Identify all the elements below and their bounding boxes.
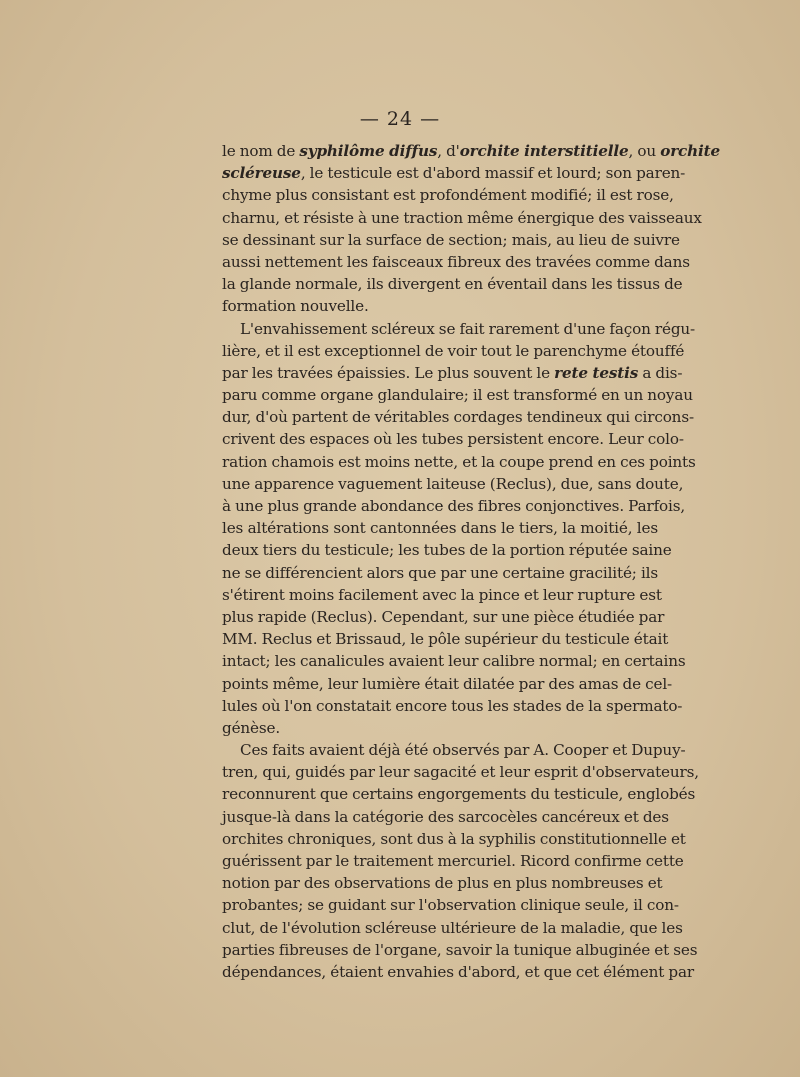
text-line	[222, 428, 684, 450]
text-line	[222, 162, 686, 184]
text-line	[222, 473, 684, 495]
text-line	[222, 584, 662, 606]
text-segment: formation nouvelle.	[222, 297, 369, 316]
text-segment: jusque-là dans la catégorie des sarcocèles cancéreux et des	[222, 807, 669, 826]
text-line	[222, 495, 686, 517]
text-line	[222, 628, 669, 650]
text-segment: crivent des espaces où les tubes persistent encore. Leur colo-	[222, 430, 684, 449]
text-line	[222, 673, 673, 695]
text-line	[222, 340, 685, 362]
text-line	[222, 783, 696, 805]
text-line	[222, 229, 680, 251]
text-line	[222, 562, 658, 584]
text-segment: génèse.	[222, 718, 281, 737]
text-line	[222, 451, 696, 473]
text-segment: a dis-	[638, 363, 683, 382]
text-segment: probantes; se guidant sur l'observation clinique seule, il con-	[222, 896, 679, 915]
text-segment: les altérations sont cantonnées dans le tiers, la moitié, les	[222, 519, 658, 538]
text-segment: se dessinant sur la surface de section; mais, au lieu de suivre	[222, 230, 680, 249]
text-line	[222, 539, 672, 561]
text-segment: ration chamois est moins nette, et la coupe prend en ces points	[222, 452, 696, 471]
emphasized-term: syphilôme diffus	[299, 142, 438, 160]
paragraph-2	[222, 318, 696, 740]
text-line	[222, 384, 693, 406]
text-line	[222, 917, 683, 939]
text-segment: par les travées épaissies. Le plus souvent le	[222, 363, 555, 382]
text-segment: notion par des observations de plus en plus nombreuses et	[222, 874, 663, 893]
text-line	[222, 273, 683, 295]
text-segment: points même, leur lumière était dilatée par des amas de cel-	[222, 674, 673, 693]
text-line	[222, 318, 696, 340]
text-segment: le nom de	[222, 142, 300, 160]
text-segment: ne se différencient alors que par une certaine gracilité; ils	[222, 563, 658, 582]
emphasized-term: rete testis	[554, 363, 639, 382]
text-segment: intact; les canalicules avaient leur calibre normal; en certains	[222, 652, 686, 671]
text-segment: paru comme organe glandulaire; il est transformé en un noyau	[222, 386, 693, 405]
text-segment: parties fibreuses de l'organe, savoir la tunique albuginée et ses	[222, 940, 698, 959]
text-segment: Ces faits avaient déjà été observés par A. Cooper et Dupuy-	[240, 741, 686, 760]
text-line	[222, 295, 658, 317]
text-segment: charnu, et résiste à une traction même énergique des vaisseaux	[222, 208, 702, 227]
text-segment: lules où l'on constatait encore tous les stades de la spermato-	[222, 696, 683, 715]
text-segment: dur, d'où partent de véritables cordages tendineux qui circons-	[222, 408, 694, 427]
text-segment: s'étirent moins facilement avec la pince et leur rupture est	[222, 585, 662, 604]
body-text	[222, 140, 721, 983]
emphasized-term: orchite interstitielle	[459, 142, 629, 160]
text-segment: deux tiers du testicule; les tubes de la portion réputée saine	[222, 541, 672, 560]
text-segment: tren, qui, guidés par leur sagacité et leur esprit d'observateurs,	[222, 763, 699, 782]
text-segment: , d'	[437, 142, 460, 160]
text-line	[222, 362, 683, 384]
text-line	[222, 140, 721, 162]
text-segment: orchites chroniques, sont dus à la syphilis constitutionnelle et	[222, 829, 686, 848]
text-line	[222, 939, 698, 961]
text-line	[222, 406, 694, 428]
text-segment: reconnurent que certains engorgements du testicule, englobés	[222, 785, 696, 804]
text-line	[222, 517, 658, 539]
text-segment: la glande normale, ils divergent en éventail dans les tissus de	[222, 275, 683, 294]
text-line	[222, 761, 699, 783]
emphasized-term: scléreuse	[222, 164, 301, 183]
paragraph-1	[222, 140, 721, 318]
text-segment: aussi nettement les faisceaux fibreux des travées comme dans	[222, 252, 690, 271]
text-line	[222, 739, 686, 761]
text-line	[222, 872, 663, 894]
text-line	[222, 650, 686, 672]
text-segment: MM. Reclus et Brissaud, le pôle supérieur du testicule était	[222, 630, 669, 649]
text-segment: , le testicule est d'abord massif et lourd; son paren-	[300, 164, 686, 183]
text-line	[222, 207, 702, 229]
text-line	[222, 184, 674, 206]
text-line	[222, 717, 658, 739]
text-segment: dépendances, étaient envahies d'abord, et que cet élément par	[222, 962, 694, 981]
text-segment: guérissent par le traitement mercuriel. Ricord confirme cette	[222, 852, 684, 870]
text-segment: , ou	[628, 142, 661, 160]
text-line	[222, 850, 684, 872]
text-segment: lière, et il est exceptionnel de voir tout le parenchyme étouffé	[222, 341, 685, 360]
text-segment: plus rapide (Reclus). Cependant, sur une pièce étudiée par	[222, 607, 665, 626]
text-segment: clut, de l'évolution scléreuse ultérieure de la maladie, que les	[222, 918, 683, 937]
text-line	[222, 828, 686, 850]
text-line	[222, 251, 690, 273]
text-segment: chyme plus consistant est profondément modifié; il est rose,	[222, 186, 674, 205]
text-line	[222, 806, 669, 828]
text-line	[222, 961, 694, 983]
emphasized-term: orchite	[660, 142, 721, 160]
text-segment: à une plus grande abondance des fibres conjonctives. Parfois,	[222, 497, 686, 515]
text-line	[222, 606, 665, 628]
text-segment: L'envahissement scléreux se fait rarement d'une façon régu-	[240, 319, 696, 338]
text-segment: une apparence vaguement laiteuse (Reclus), due, sans doute,	[222, 474, 684, 493]
text-line	[222, 695, 683, 717]
paragraph-3	[222, 739, 699, 983]
text-line	[222, 894, 679, 916]
page-number: — 24 —	[359, 108, 441, 130]
